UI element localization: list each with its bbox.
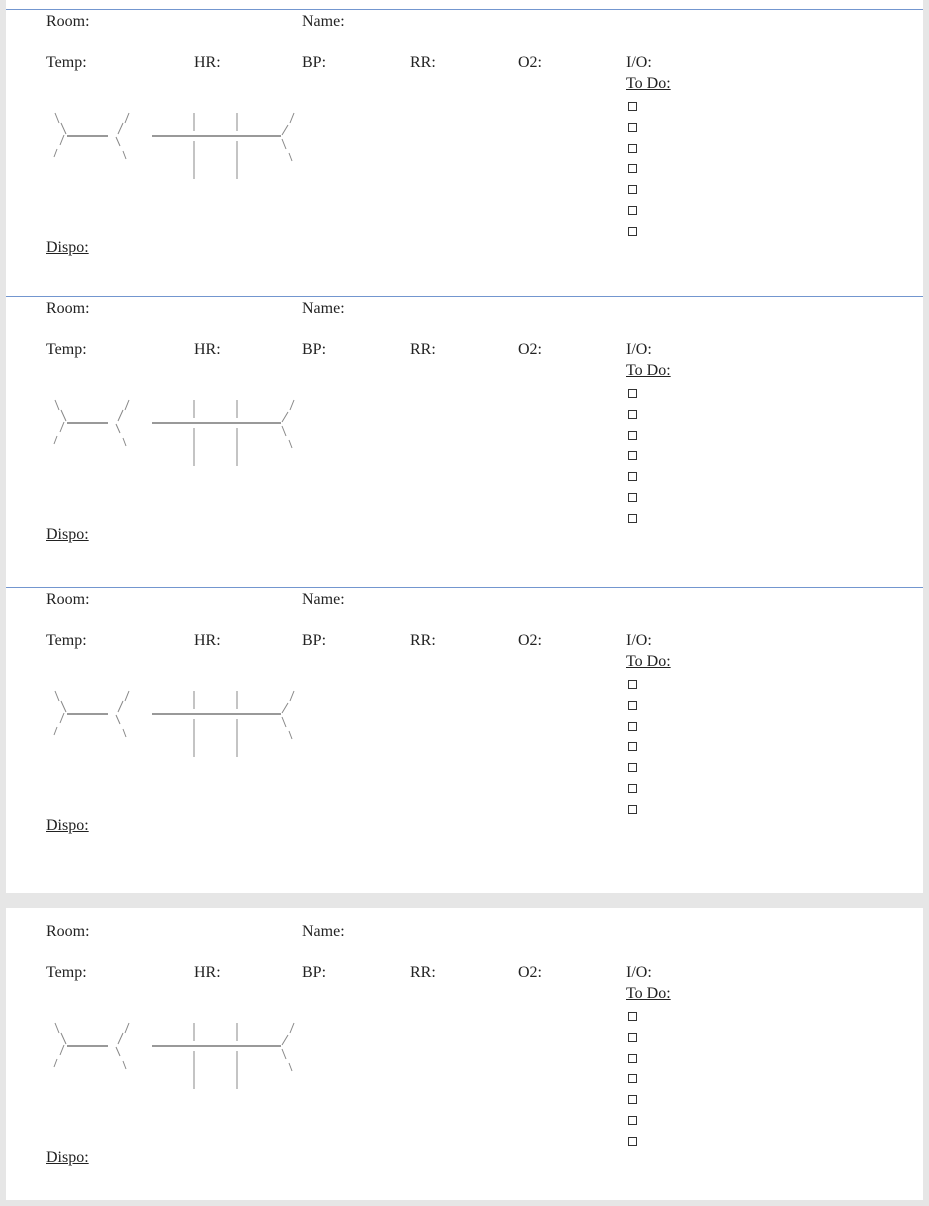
temp-label: Temp: [46, 632, 87, 649]
fishbone-cbc-icon [152, 1023, 294, 1089]
checkbox-icon[interactable] [628, 514, 637, 523]
checkbox-icon[interactable] [628, 206, 637, 215]
rr-label: RR: [410, 632, 436, 649]
patient-section-1 [6, 9, 923, 296]
patient-section-3 [6, 587, 923, 874]
checkbox-icon[interactable] [628, 451, 637, 460]
checkbox-icon[interactable] [628, 722, 637, 731]
lab-diagrams [36, 388, 296, 468]
temp-label: Temp: [46, 54, 87, 71]
rr-label: RR: [410, 54, 436, 71]
io-label: I/O: [626, 341, 652, 358]
hr-label: HR: [194, 964, 221, 981]
checkbox-icon[interactable] [628, 1054, 637, 1063]
o2-label: O2: [518, 964, 542, 981]
io-label: I/O: [626, 632, 652, 649]
dispo-label: Dispo: [46, 526, 89, 543]
fishbone-cbc-icon [152, 113, 294, 179]
checkbox-icon[interactable] [628, 1116, 637, 1125]
o2-label: O2: [518, 632, 542, 649]
checkbox-icon[interactable] [628, 164, 637, 173]
todo-label: To Do: [626, 985, 671, 1002]
bp-label: BP: [302, 54, 327, 71]
dispo-label: Dispo: [46, 817, 89, 834]
lab-diagrams [36, 101, 296, 181]
checkbox-icon[interactable] [628, 410, 637, 419]
checkbox-icon[interactable] [628, 1012, 637, 1021]
checkbox-icon[interactable] [628, 227, 637, 236]
checkbox-icon[interactable] [628, 493, 637, 502]
io-label: I/O: [626, 54, 652, 71]
checkbox-icon[interactable] [628, 1095, 637, 1104]
fishbone-cbc-icon [152, 400, 294, 466]
checkbox-icon[interactable] [628, 389, 637, 398]
o2-label: O2: [518, 54, 542, 71]
fishbone-bmp-icon [54, 691, 129, 737]
checkbox-icon[interactable] [628, 144, 637, 153]
fishbone-bmp-icon [54, 400, 129, 446]
lab-diagrams [36, 1011, 296, 1091]
checkbox-icon[interactable] [628, 102, 637, 111]
name-label: Name: [302, 923, 345, 940]
temp-label: Temp: [46, 964, 87, 981]
room-label: Room: [46, 300, 90, 317]
checkbox-icon[interactable] [628, 784, 637, 793]
bp-label: BP: [302, 964, 327, 981]
checkbox-icon[interactable] [628, 680, 637, 689]
document-page-1 [6, 0, 923, 893]
room-label: Room: [46, 591, 90, 608]
dispo-label: Dispo: [46, 1149, 89, 1166]
fishbone-cbc-icon [152, 691, 294, 757]
checkbox-icon[interactable] [628, 742, 637, 751]
temp-label: Temp: [46, 341, 87, 358]
io-label: I/O: [626, 964, 652, 981]
section-divider [6, 9, 923, 10]
checkbox-icon[interactable] [628, 1137, 637, 1146]
checkbox-icon[interactable] [628, 472, 637, 481]
checkbox-icon[interactable] [628, 1033, 637, 1042]
room-label: Room: [46, 923, 90, 940]
room-label: Room: [46, 13, 90, 30]
checkbox-icon[interactable] [628, 431, 637, 440]
name-label: Name: [302, 591, 345, 608]
hr-label: HR: [194, 54, 221, 71]
todo-label: To Do: [626, 653, 671, 670]
checkbox-icon[interactable] [628, 185, 637, 194]
lab-diagrams [36, 679, 296, 759]
name-label: Name: [302, 13, 345, 30]
todo-label: To Do: [626, 75, 671, 92]
document-page-2 [6, 908, 923, 1200]
checkbox-icon[interactable] [628, 701, 637, 710]
patient-section-4 [6, 919, 923, 1206]
hr-label: HR: [194, 341, 221, 358]
rr-label: RR: [410, 341, 436, 358]
checkbox-icon[interactable] [628, 805, 637, 814]
name-label: Name: [302, 300, 345, 317]
bp-label: BP: [302, 341, 327, 358]
checkbox-icon[interactable] [628, 1074, 637, 1083]
patient-section-2 [6, 296, 923, 583]
fishbone-bmp-icon [54, 1023, 129, 1069]
o2-label: O2: [518, 341, 542, 358]
fishbone-bmp-icon [54, 113, 129, 159]
dispo-label: Dispo: [46, 239, 89, 256]
section-divider [6, 587, 923, 588]
checkbox-icon[interactable] [628, 123, 637, 132]
checkbox-icon[interactable] [628, 763, 637, 772]
todo-label: To Do: [626, 362, 671, 379]
bp-label: BP: [302, 632, 327, 649]
rr-label: RR: [410, 964, 436, 981]
section-divider [6, 296, 923, 297]
hr-label: HR: [194, 632, 221, 649]
